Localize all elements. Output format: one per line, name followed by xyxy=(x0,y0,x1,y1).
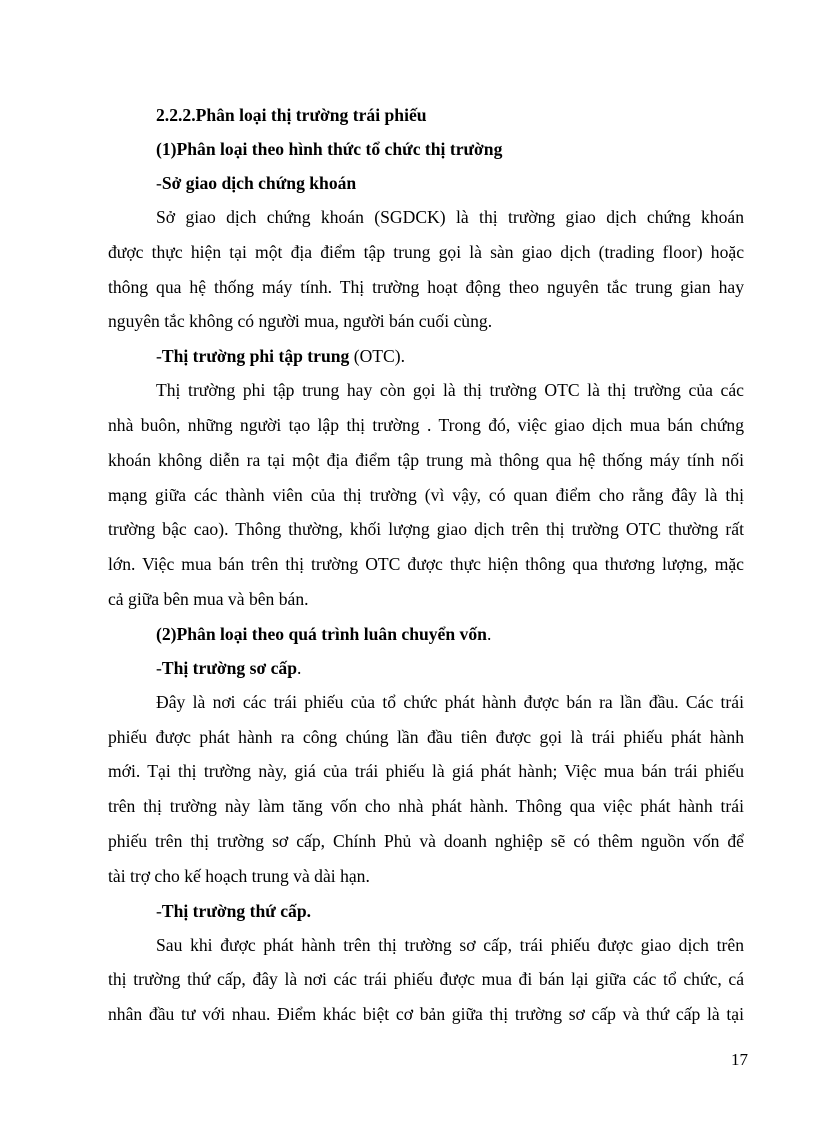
text-line: cả giữa bên mua và bên bán. xyxy=(108,588,309,609)
paragraph-primary-market xyxy=(108,685,744,894)
page-number: 17 xyxy=(731,1050,748,1069)
text-line: tài trợ cho kế hoạch trung và dài hạn. xyxy=(108,865,370,886)
text-line: phiếu được phát hành ra công chúng lần đầu tiên được gọi là trái phiếu phát hành xyxy=(108,726,744,747)
text-line: được thực hiện tại một địa điểm tập trung gọi là sàn giao dịch (trading floor) hoặc xyxy=(108,241,744,262)
text-line: thị trường thứ cấp, đây là nơi các trái phiếu được mua đi bán lại giữa các tổ chức, cá xyxy=(108,969,744,990)
text-line: Sau khi được phát hành trên thị trường sơ cấp, trái phiếu được giao dịch trên xyxy=(156,934,744,955)
text-line: trên thị trường này làm tăng vốn cho nhà phát hành. Thông qua việc phát hành trái xyxy=(108,796,744,817)
subheading-otc-text: Thị trường phi tập trung xyxy=(161,346,350,367)
subheading-primary-suffix: . xyxy=(297,657,302,678)
subheading-primary-market xyxy=(108,651,744,685)
heading-by-organization: (1)Phân loại theo hình thức tổ chức thị trường xyxy=(156,139,503,159)
text-line: lớn. Việc mua bán trên thị trường OTC được thực hiện thông qua thương lượng, mặc xyxy=(108,554,744,575)
bullet-dash: - xyxy=(156,900,162,921)
text-line: phiếu trên thị trường sơ cấp, Chính Phủ và doanh nghiệp sẽ có thêm nguồn vốn để xyxy=(108,830,744,851)
text-line: thông qua hệ thống máy tính. Thị trường hoạt động theo nguyên tắc trung gian hay xyxy=(108,276,744,297)
subheading-primary-market-text: Thị trường sơ cấp xyxy=(161,657,297,678)
text-line: trường bậc cao). Thông thường, khối lượng giao dịch trên thị trường OTC thường rất xyxy=(108,519,744,540)
subheading-secondary-market xyxy=(108,894,744,928)
heading-by-capital-flow-text: (2)Phân loại theo quá trình luân chuyển vốn xyxy=(156,623,487,644)
bullet-dash: - xyxy=(156,346,162,367)
text-line: khoán không diễn ra tại một địa điểm tập trung mà thông qua hệ thống máy tính nối xyxy=(108,449,744,470)
text-line: nguyên tắc không có người mua, người bán cuối cùng. xyxy=(108,311,493,332)
bullet-dash: - xyxy=(156,657,162,678)
subheading-stock-exchange xyxy=(108,166,744,200)
text-line: Đây là nơi các trái phiếu của tổ chức phát hành được bán ra lần đầu. Các trái xyxy=(156,691,744,712)
subheading-otc xyxy=(108,339,744,373)
heading-by-capital-flow xyxy=(108,617,744,651)
subheading-secondary-market-text: Thị trường thứ cấp. xyxy=(161,900,312,921)
paragraph-stock-exchange xyxy=(108,200,744,339)
section-heading: 2.2.2.Phân loại thị trường trái phiếu xyxy=(156,105,427,125)
heading-suffix: . xyxy=(486,623,492,644)
text-line: mạng giữa các thành viên của thị trường (vì vậy, có quan điểm cho rằng đây là thị xyxy=(108,484,744,505)
paragraph-otc xyxy=(108,373,744,617)
text-line: Thị trường phi tập trung hay còn gọi là thị trường OTC là thị trường của các xyxy=(156,380,744,401)
bullet-dash: - xyxy=(156,173,162,193)
document-page xyxy=(108,96,744,1032)
subheading-stock-exchange-text: Sở giao dịch chứng khoán xyxy=(161,173,357,193)
text-line: nhân đầu tư với nhau. Điểm khác biệt cơ bản giữa thị trường sơ cấp và thứ cấp là tại xyxy=(108,1004,744,1025)
paragraph-secondary-market xyxy=(108,928,744,1032)
subheading-otc-suffix: (OTC). xyxy=(349,346,406,367)
text-line: Sở giao dịch chứng khoán (SGDCK) là thị trường giao dịch chứng khoán xyxy=(156,207,744,227)
text-line: nhà buôn, những người tạo lập thị trường . Trong đó, việc giao dịch mua bán chứng xyxy=(108,414,744,435)
text-line: mới. Tại thị trường này, giá của trái phiếu là giá phát hành; Việc mua bán trái phiếu xyxy=(108,761,744,782)
